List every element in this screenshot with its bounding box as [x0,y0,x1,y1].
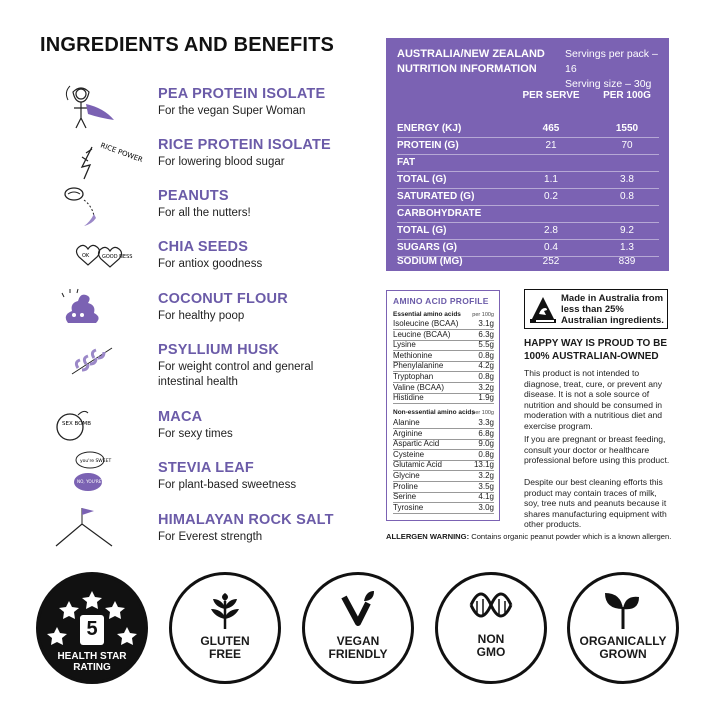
ingredient-peanuts [0,188,380,238]
amino-row [393,372,494,383]
amino-name: Alanine [393,418,420,427]
organic-label: ORGANICALLY GROWN [579,634,667,661]
amino-acid-profile [386,290,500,521]
row-serve: 21 [545,140,557,151]
amino-row [393,383,494,394]
row-100g: 1.3 [620,242,634,253]
row-serve: 0.2 [544,191,558,202]
essential-label: Essential amino acids [393,311,461,318]
nutrition-row [397,137,659,155]
bomb-icon [48,405,138,455]
amino-name: Aspartic Acid [393,439,440,449]
serving-size: Serving size – 30g [565,78,652,90]
ingredient-coconut-flour [0,291,380,341]
amino-value: 4.2g [478,361,494,371]
amino-value: 13.1g [473,460,494,470]
ingredient-desc: For antiox goodness [158,258,263,270]
nutrition-row [397,222,659,240]
ingredient-desc: For the vegan Super Woman [158,105,306,117]
amino-row [393,351,494,362]
sex-bomb-text: SEX BOMB [62,421,92,427]
ingredient-maca [0,409,380,459]
amino-name: Glutamic Acid [393,460,442,470]
amino-row [393,471,494,482]
health-star-rating-badge [36,572,148,684]
ingredient-name: PSYLLIUM HUSK [158,342,280,358]
ingredient-desc: For weight control and general intestinal health [158,361,314,388]
row-label: SODIUM (MG) [397,256,463,267]
row-serve: 465 [542,123,560,134]
nutrition-title: AUSTRALIA/NEW ZEALAND NUTRITION INFORMATION [397,48,545,75]
row-label: SATURATED (G) [397,191,475,202]
row-label: CARBOHYDRATE [397,208,482,219]
chia-goodness-text: GOOD NESS [102,254,133,260]
nutrition-row [397,171,659,189]
speech-bubbles-icon [48,456,138,506]
organically-grown-badge [567,572,679,684]
poop-icon [48,287,138,337]
mountain-flag-icon [48,508,138,558]
ingredient-desc: For healthy poop [158,310,245,322]
kangaroo-triangle-icon [530,295,556,323]
allergen-label: ALLERGEN WARNING: [386,532,470,541]
ingredient-desc: For all the nutters! [158,207,251,219]
ingredient-name: COCONUT FLOUR [158,291,288,307]
per-100g-label: per 100g [472,312,494,318]
amino-value: 4.1g [478,492,494,502]
servings-per-pack: Servings per pack – 16 [565,48,658,75]
row-100g: 839 [618,256,636,267]
allergen-text: Contains organic peanut powder which is a known allergen. [469,532,672,541]
amino-row [393,330,494,341]
stevia-youre-sweet-text: NO, YOU'RE SWEET [77,479,118,484]
amino-row [393,460,494,471]
nutrition-row [397,188,659,206]
nutrition-row [397,120,659,138]
row-serve: 1.1 [544,174,558,185]
australian-owned-text: HAPPY WAY IS PROUD TO BE 100% AUSTRALIAN-OWNED [524,338,668,362]
amino-name: Valine (BCAA) [393,382,444,392]
amino-name: Histidine [393,393,424,403]
ingredient-desc: For plant-based sweetness [158,479,297,491]
col-per-100g: PER 100G [603,90,651,101]
amino-name: Phenylalanine [393,361,444,371]
non-gmo-label: NON GMO [476,632,506,659]
amino-name: Tryptophan [393,372,434,381]
page-title: INGREDIENTS AND BENEFITS [40,34,335,56]
ingredient-desc: For sexy times [158,428,233,440]
row-label: ENERGY (KJ) [397,123,462,134]
amino-row [393,393,494,404]
ingredient-stevia-leaf [0,460,380,510]
ingredient-himalayan-salt [0,512,380,562]
row-100g: 70 [621,140,633,151]
superwoman-icon [48,82,138,132]
non-gmo-badge [435,572,547,684]
amino-name: Proline [393,481,418,491]
amino-row [393,319,494,330]
ingredient-name: STEVIA LEAF [158,460,254,476]
amino-name: Tyrosine [393,502,424,512]
amino-value: 3.5g [478,481,494,491]
dna-icon [469,591,513,625]
amino-value: 3.2g [478,382,494,392]
row-100g: 9.2 [620,225,634,236]
per-100g-label: per 100g [472,410,494,416]
amino-row [393,429,494,440]
row-100g: 3.8 [620,174,634,185]
amino-value: 3.0g [478,502,494,512]
amino-row [393,418,494,429]
nutrition-row [397,154,659,172]
stevia-sweet-text: you're SWEET [80,459,112,464]
amino-value: 6.8g [478,428,494,438]
gluten-free-badge [169,572,281,684]
ingredient-desc: For lowering blood sugar [158,156,285,168]
row-label: TOTAL (G) [397,174,447,185]
pregnancy-paragraph: If you are pregnant or breast feeding, consult your doctor or healthcare professional before using this product. [524,434,670,466]
nutrition-row [397,253,659,270]
health-star-number: 5 [86,618,98,640]
amino-name: Cysteine [393,449,425,459]
ingredient-rice-protein [0,137,380,187]
nutrition-panel [386,38,669,271]
amino-value: 0.8g [478,449,494,459]
gluten-free-label: GLUTEN FREE [200,634,250,661]
nonessential-label: Non-essential amino acids [393,409,475,416]
chia-ok-text: OK [82,253,90,259]
serving-info [565,47,665,92]
amino-row [393,450,494,461]
amino-value: 3.2g [478,471,494,480]
amino-row [393,492,494,503]
amino-name: Lysine [393,340,416,350]
amino-name: Glycine [393,471,420,480]
row-serve: 252 [542,256,560,267]
wheat-icon [205,593,245,629]
made-in-text: Made in Australia from less than 25% Australian ingredients. [561,293,664,326]
amino-title: AMINO ACID PROFILE [393,296,489,306]
disclaimer-paragraph: This product is not intended to diagnose, treat, cure, or prevent any disease. It is not a sole source of nutrition and should be consumed in moderation with a nutritious diet and exercise program. [524,368,663,431]
sprout-icon [603,589,643,629]
vegan-v-icon [342,589,374,627]
ingredient-name: MACA [158,409,203,425]
row-label: FAT [397,157,416,168]
row-label: SUGARS (G) [397,242,457,253]
amino-row [393,503,494,514]
row-label: TOTAL (G) [397,225,447,236]
amino-value: 0.8g [478,372,494,381]
row-label: PROTEIN (G) [397,140,459,151]
amino-row [393,482,494,493]
vegan-friendly-badge [302,572,414,684]
health-star-label: HEALTH STAR RATING [57,651,127,673]
row-100g: 1550 [615,123,639,134]
cross-contamination-paragraph: Despite our best cleaning efforts this product may contain traces of milk, soy, tree nuts and peanuts because it shares manufacturing equipment with other products. [524,477,667,530]
rice-power-icon [48,133,144,183]
amino-value: 0.8g [478,350,494,360]
amino-name: Serine [393,492,417,502]
row-100g: 0.8 [620,191,634,202]
ingredient-name: RICE PROTEIN ISOLATE [158,137,331,153]
amino-row [393,439,494,450]
amino-value: 9.0g [478,439,494,449]
ingredient-pea-protein [0,86,380,136]
husk-icon [48,338,138,388]
amino-row [393,361,494,372]
amino-value: 6.3g [478,329,494,339]
ingredient-name: CHIA SEEDS [158,239,249,255]
amino-value: 5.5g [478,340,494,350]
amino-name: Methionine [393,350,433,360]
allergen-warning [386,532,686,541]
made-in-australia-badge [524,289,668,329]
rice-power-text: RICE POWER [99,141,144,165]
ingredient-desc: For Everest strength [158,531,263,543]
ingredient-name: PEA PROTEIN ISOLATE [158,86,326,102]
amino-value: 1.9g [478,393,494,403]
amino-row [393,340,494,351]
row-serve: 0.4 [544,242,558,253]
ingredient-name: PEANUTS [158,188,229,204]
amino-name: Arginine [393,428,423,438]
amino-name: Leucine (BCAA) [393,329,451,339]
ingredient-psyllium-husk [0,342,380,392]
row-serve: 2.8 [544,225,558,236]
peanut-icon [48,184,138,234]
vegan-label: VEGAN FRIENDLY [328,634,388,661]
col-per-serve: PER SERVE [522,90,580,101]
amino-value: 3.3g [478,418,494,427]
chia-hearts-icon [48,235,138,285]
amino-name: Isoleucine (BCAA) [393,319,459,328]
ingredient-name: HIMALAYAN ROCK SALT [158,512,334,528]
ingredient-chia-seeds [0,239,380,289]
amino-value: 3.1g [478,319,494,328]
nutrition-row [397,205,659,223]
